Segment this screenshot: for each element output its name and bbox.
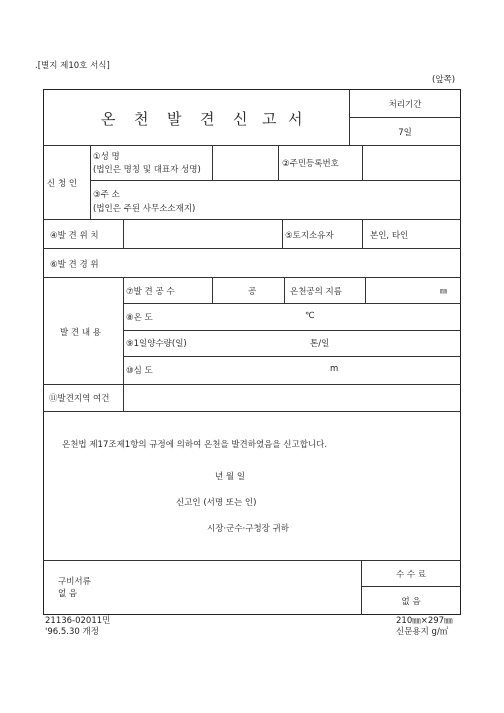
wells-unit: 공 bbox=[248, 287, 257, 297]
temp-unit: ℃ bbox=[305, 311, 315, 321]
address-sublabel: (법인은 주된 사무소소재지) bbox=[93, 204, 196, 214]
docs-value: 없 음 bbox=[58, 589, 78, 599]
fee-label: 수 수 료 bbox=[395, 570, 427, 580]
diameter-label: 온천공의 지름 bbox=[290, 287, 342, 297]
title-char: 온 bbox=[101, 110, 116, 128]
history-field[interactable] bbox=[124, 249, 460, 276]
depth-label: ⑩심 도 bbox=[126, 366, 153, 376]
wells-label: ⑦발 견 공 수 bbox=[126, 287, 175, 297]
yield-label: ⑨1일양수량(일) bbox=[126, 339, 187, 349]
declaration-date: 년 월 일 bbox=[215, 472, 246, 482]
declaration-text: 온천법 제17조제1항의 규정에 의하여 온천을 발견하였음을 신고합니다. bbox=[62, 440, 328, 450]
owner-value: 본인, 타인 bbox=[370, 231, 409, 241]
reg-no-field[interactable] bbox=[363, 146, 460, 179]
yield-unit: 톤/일 bbox=[310, 339, 330, 349]
title-char: 견 bbox=[200, 110, 215, 128]
location-label: ④발 견 위 치 bbox=[50, 231, 99, 241]
title-char: 천 bbox=[134, 110, 149, 128]
title-char: 고 bbox=[262, 110, 277, 128]
form-code: 21136-02011민 bbox=[45, 616, 111, 626]
name-field[interactable] bbox=[213, 146, 277, 179]
processing-value: 7일 bbox=[398, 128, 412, 138]
name-label: ①성 명 bbox=[93, 152, 120, 162]
title-char: 신 bbox=[233, 110, 248, 128]
name-sublabel: (법인은 명칭 및 대표자 성명) bbox=[93, 165, 201, 175]
paper-size: 210㎜×297㎜ bbox=[396, 616, 453, 626]
declaration-signer: 신고인 (서명 또는 인) bbox=[176, 498, 257, 508]
revision-date: '96.5.30 개정 bbox=[45, 627, 99, 637]
processing-label: 처리기간 bbox=[388, 100, 422, 110]
area-label: ⑪발견지역 여건 bbox=[49, 394, 110, 404]
paper-type: 신문용지 g/㎡ bbox=[396, 627, 449, 637]
address-label: ③주 소 bbox=[93, 190, 120, 200]
address-field[interactable] bbox=[213, 181, 460, 218]
temp-label: ⑧온 도 bbox=[126, 313, 153, 323]
depth-unit: m bbox=[330, 364, 339, 374]
location-field[interactable] bbox=[124, 220, 281, 247]
page-side-label: (앞쪽) bbox=[432, 75, 456, 85]
form-reference: .[별지 제10호 서식] bbox=[35, 61, 110, 71]
reg-no-label: ②주민등록번호 bbox=[282, 159, 339, 169]
owner-label: ⑤토지소유자 bbox=[285, 231, 334, 241]
details-section-label: 발 견 내 용 bbox=[60, 328, 101, 338]
area-field[interactable] bbox=[124, 385, 460, 410]
history-label: ⑥발 견 경 위 bbox=[50, 260, 99, 270]
diameter-unit: ㎜ bbox=[440, 287, 447, 295]
title-char: 서 bbox=[288, 110, 303, 128]
declaration-addressee: 시장·군수·구청장 귀하 bbox=[207, 524, 290, 534]
title-char: 발 bbox=[167, 110, 182, 128]
docs-label: 구비서류 bbox=[58, 577, 91, 587]
fee-value: 없 음 bbox=[401, 597, 421, 607]
applicant-section-label: 신 청 인 bbox=[47, 179, 78, 189]
